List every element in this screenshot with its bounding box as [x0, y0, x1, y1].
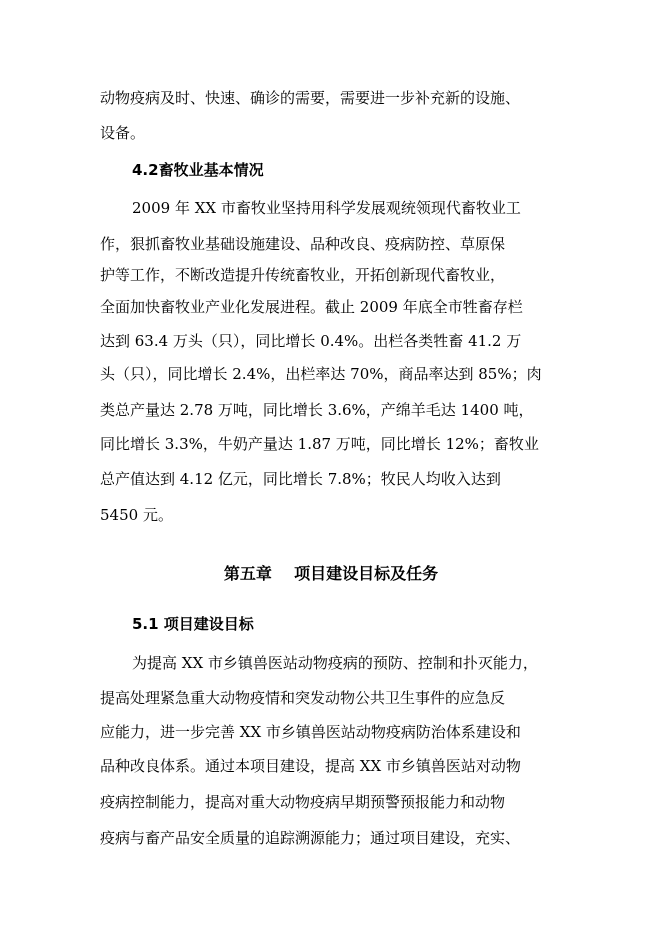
section-heading-4-2: 4.2畜牧业基本情况 — [132, 161, 264, 179]
paragraph-line: 2009 年 XX 市畜牧业坚持用科学发展观统领现代畜牧业工 — [132, 199, 521, 217]
paragraph-line: 同比增长 3.3%，牛奶产量达 1.87 万吨，同比增长 12%；畜牧业 — [100, 435, 539, 453]
paragraph-line: 疫病与畜产品安全质量的追踪溯源能力；通过项目建设，充实、 — [100, 829, 521, 847]
paragraph-line: 全面加快畜牧业产业化发展进程。截止 2009 年底全市牲畜存栏 — [100, 298, 523, 316]
paragraph-line: 设备。 — [100, 124, 146, 142]
paragraph-line: 护等工作，不断改造提升传统畜牧业，开拓创新现代畜牧业， — [100, 266, 506, 284]
paragraph-line: 5450 元。 — [100, 506, 173, 524]
paragraph-line: 疫病控制能力，提高对重大动物疫病早期预警预报能力和动物 — [100, 793, 506, 811]
paragraph-line: 达到 63.4 万头（只），同比增长 0.4%。出栏各类牲畜 41.2 万 — [100, 332, 522, 350]
paragraph-line: 总产值达到 4.12 亿元，同比增长 7.8%；牧民人均收入达到 — [100, 470, 501, 488]
paragraph-line: 提高处理紧急重大动物疫情和突发动物公共卫生事件的应急反 — [100, 689, 506, 707]
paragraph-line: 头（只），同比增长 2.4%，出栏率达 70%，商品率达到 85%；肉 — [100, 365, 542, 383]
paragraph-line: 作，狠抓畜牧业基础设施建设、品种改良、疫病防控、草原保 — [100, 235, 506, 253]
paragraph-line: 为提高 XX 市乡镇兽医站动物疫病的预防、控制和扑灭能力， — [132, 654, 538, 672]
section-heading-5-1: 5.1 项目建设目标 — [132, 615, 254, 633]
paragraph-line: 动物疫病及时、快速、确诊的需要，需要进一步补充新的设施、 — [100, 89, 521, 107]
chapter-title: 第五章 项目建设目标及任务 — [223, 564, 439, 583]
paragraph-line: 类总产量达 2.78 万吨，同比增长 3.6%，产绵羊毛达 1400 吨， — [100, 401, 534, 419]
paragraph-line: 应能力，进一步完善 XX 市乡镇兽医站动物疫病防治体系建设和 — [100, 723, 521, 741]
paragraph-line: 品种改良体系。通过本项目建设，提高 XX 市乡镇兽医站对动物 — [100, 757, 521, 775]
